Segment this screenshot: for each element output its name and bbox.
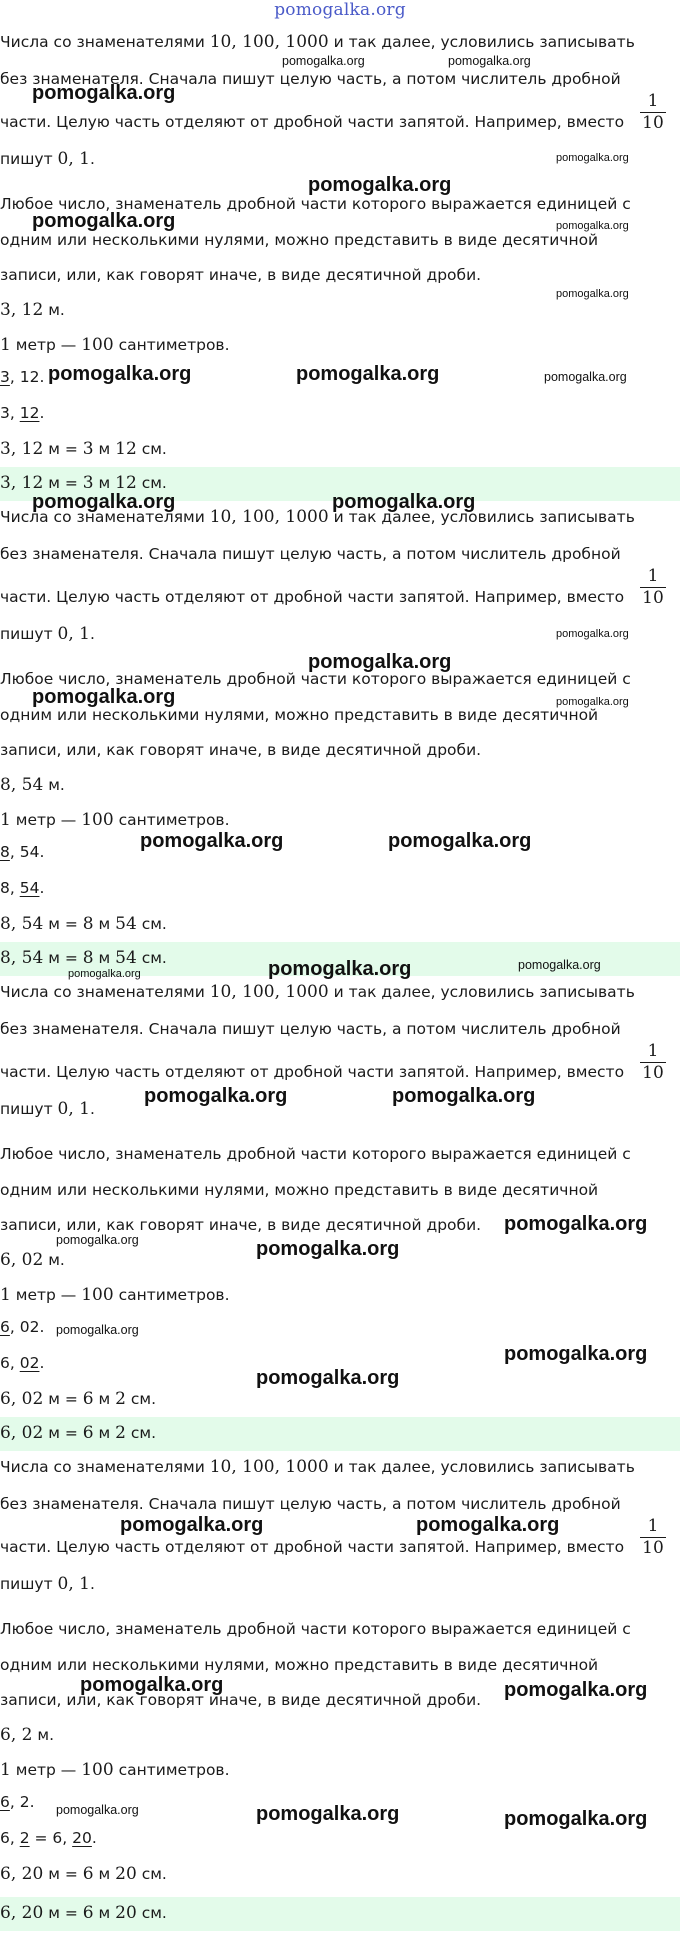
decimal-line-1: Любое число, знаменатель дробной части которого выражается единицей с <box>0 1620 631 1638</box>
answer-highlight: 6, 20 м = 6 м 20 см. <box>0 1897 680 1931</box>
watermark: pomogalka.org <box>556 696 629 708</box>
watermark: pomogalka.org <box>556 152 629 164</box>
meter-fact: 1 метр — 100 сантиметров. <box>0 1285 230 1305</box>
intro-line-4: пишут 0, 1. <box>0 1099 95 1119</box>
intro-line-1: Числа со знаменателями 10, 100, 1000 и так далее, условились записывать <box>0 982 635 1002</box>
watermark: pomogalka.org <box>68 968 141 980</box>
conversion-equation: 6, 20 м = 6 м 20 см. <box>0 1864 167 1884</box>
step-fraction-part: 6, 2 = 6, 20. <box>0 1829 97 1847</box>
watermark: pomogalka.org <box>308 651 452 673</box>
step-integer-part: 8, 54. <box>0 843 45 861</box>
watermark: pomogalka.org <box>256 1238 400 1260</box>
intro-line-3: части. Целую часть отделяют от дробной части запятой. Например, вместо <box>0 1538 625 1556</box>
decimal-line-1: Любое число, знаменатель дробной части которого выражается единицей с <box>0 1145 631 1163</box>
watermark: pomogalka.org <box>392 1085 536 1107</box>
watermark: pomogalka.org <box>56 1323 139 1337</box>
intro-line-1: Числа со знаменателями 10, 100, 1000 и так далее, условились записывать <box>0 1457 635 1477</box>
intro-line-2: без знаменателя. Сначала пишут целую часть, а потом числитель дробной <box>0 70 621 88</box>
watermark: pomogalka.org <box>32 491 176 513</box>
intro-line-3: части. Целую часть отделяют от дробной части запятой. Например, вместо <box>0 588 625 606</box>
step-integer-part: 6, 02. <box>0 1318 45 1336</box>
watermark: pomogalka.org <box>556 220 629 232</box>
watermark: pomogalka.org <box>140 830 284 852</box>
watermark: pomogalka.org <box>256 1367 400 1389</box>
watermark: pomogalka.org <box>282 54 365 68</box>
decimal-line-3: записи, или, как говорят иначе, в виде десятичной дроби. <box>0 741 482 759</box>
watermark: pomogalka.org <box>504 1679 648 1701</box>
watermark: pomogalka.org <box>80 1674 224 1696</box>
step-integer-part: 6, 2. <box>0 1793 35 1811</box>
watermark: pomogalka.org <box>120 1514 264 1536</box>
decimal-line-1: Любое число, знаменатель дробной части которого выражается единицей с <box>0 670 631 688</box>
decimal-line-2: одним или несколькими нулями, можно представить в виде десятичной <box>0 231 599 249</box>
intro-line-2: без знаменателя. Сначала пишут целую часть, а потом числитель дробной <box>0 1495 621 1513</box>
intro-line-4: пишут 0, 1. <box>0 624 95 644</box>
fraction-one-tenth: $\frac{1}{10}$ <box>640 1517 666 1558</box>
watermark: pomogalka.org <box>556 288 629 300</box>
answer-highlight: 6, 02 м = 6 м 2 см. <box>0 1417 680 1451</box>
given-value: 6, 02 м. <box>0 1250 65 1270</box>
watermark: pomogalka.org <box>32 210 176 232</box>
conversion-equation: 6, 02 м = 6 м 2 см. <box>0 1389 157 1409</box>
answer-highlight: 8, 54 м = 8 м 54 см. <box>0 942 680 976</box>
watermark: pomogalka.org <box>518 958 601 972</box>
intro-line-2: без знаменателя. Сначала пишут целую часть, а потом числитель дробной <box>0 545 621 563</box>
decimal-line-3: записи, или, как говорят иначе, в виде десятичной дроби. <box>0 1691 482 1709</box>
fraction-one-tenth: $\frac{1}{10}$ <box>640 92 666 133</box>
watermark: pomogalka.org <box>268 958 412 980</box>
given-value: 8, 54 м. <box>0 775 65 795</box>
step-integer-part: 3, 12. <box>0 368 45 386</box>
watermark: pomogalka.org <box>32 686 176 708</box>
intro-line-3: части. Целую часть отделяют от дробной части запятой. Например, вместо <box>0 113 625 131</box>
watermark: pomogalka.org <box>504 1343 648 1365</box>
given-value: 6, 2 м. <box>0 1725 55 1745</box>
meter-fact: 1 метр — 100 сантиметров. <box>0 1760 230 1780</box>
decimal-line-2: одним или несколькими нулями, можно представить в виде десятичной <box>0 706 599 724</box>
decimal-line-3: записи, или, как говорят иначе, в виде десятичной дроби. <box>0 1216 482 1234</box>
intro-line-4: пишут 0, 1. <box>0 1574 95 1594</box>
answer-highlight: 3, 12 м = 3 м 12 см. <box>0 467 680 501</box>
intro-line-4: пишут 0, 1. <box>0 149 95 169</box>
intro-line-3: части. Целую часть отделяют от дробной части запятой. Например, вместо <box>0 1063 625 1081</box>
site-logo[interactable]: pomogalka.org <box>274 0 406 20</box>
watermark: pomogalka.org <box>144 1085 288 1107</box>
decimal-line-2: одним или несколькими нулями, можно представить в виде десятичной <box>0 1181 599 1199</box>
watermark: pomogalka.org <box>296 363 440 385</box>
meter-fact: 1 метр — 100 сантиметров. <box>0 810 230 830</box>
conversion-equation: 8, 54 м = 8 м 54 см. <box>0 914 167 934</box>
watermark: pomogalka.org <box>416 1514 560 1536</box>
watermark: pomogalka.org <box>56 1803 139 1817</box>
decimal-line-3: записи, или, как говорят иначе, в виде десятичной дроби. <box>0 266 482 284</box>
watermark: pomogalka.org <box>308 174 452 196</box>
conversion-equation: 3, 12 м = 3 м 12 см. <box>0 439 167 459</box>
watermark: pomogalka.org <box>48 363 192 385</box>
meter-fact: 1 метр — 100 сантиметров. <box>0 335 230 355</box>
decimal-line-2: одним или несколькими нулями, можно представить в виде десятичной <box>0 1656 599 1674</box>
step-fraction-part: 3, 12. <box>0 404 45 422</box>
intro-line-1: Числа со знаменателями 10, 100, 1000 и так далее, условились записывать <box>0 507 635 527</box>
watermark: pomogalka.org <box>448 54 531 68</box>
watermark: pomogalka.org <box>332 491 476 513</box>
step-fraction-part: 8, 54. <box>0 879 45 897</box>
given-value: 3, 12 м. <box>0 300 65 320</box>
watermark: pomogalka.org <box>556 628 629 640</box>
watermark: pomogalka.org <box>56 1233 139 1247</box>
watermark: pomogalka.org <box>544 370 627 384</box>
watermark: pomogalka.org <box>388 830 532 852</box>
watermark: pomogalka.org <box>504 1213 648 1235</box>
step-fraction-part: 6, 02. <box>0 1354 45 1372</box>
watermark: pomogalka.org <box>256 1803 400 1825</box>
watermark: pomogalka.org <box>504 1808 648 1830</box>
decimal-line-1: Любое число, знаменатель дробной части которого выражается единицей с <box>0 195 631 213</box>
fraction-one-tenth: $\frac{1}{10}$ <box>640 567 666 608</box>
intro-line-1: Числа со знаменателями 10, 100, 1000 и так далее, условились записывать <box>0 32 635 52</box>
fraction-one-tenth: $\frac{1}{10}$ <box>640 1042 666 1083</box>
intro-line-2: без знаменателя. Сначала пишут целую часть, а потом числитель дробной <box>0 1020 621 1038</box>
watermark: pomogalka.org <box>32 82 176 104</box>
